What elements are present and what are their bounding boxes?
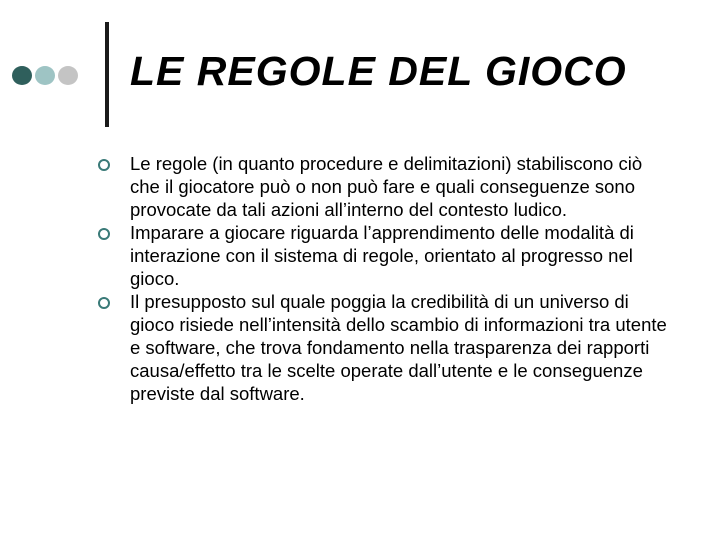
- decorative-dots: [12, 66, 78, 85]
- bullet-text: Il presupposto sul quale poggia la credibilità di un universo di gioco risiede nell’intensità dello scambio di informazioni tra utente e software, che trova fondamento nella trasparenza dei rapporti causa/effetto tra le scelte operate dall’utente e le conseguenze previste dal software.: [130, 291, 667, 404]
- slide-title: LE REGOLE DEL GIOCO: [130, 48, 627, 94]
- circle-dot-icon: [35, 66, 55, 85]
- hollow-circle-bullet-icon: [98, 159, 110, 171]
- circle-dot-icon: [12, 66, 32, 85]
- title-divider: [105, 22, 109, 127]
- bullet-text: Imparare a giocare riguarda l’apprendimento delle modalità di interazione con il sistema di regole, orientato al progresso nel gioco.: [130, 222, 634, 289]
- bullet-item: [96, 290, 676, 405]
- circle-dot-icon: [58, 66, 78, 85]
- hollow-circle-bullet-icon: [98, 228, 110, 240]
- bullet-item: [96, 152, 676, 221]
- bullet-text: Le regole (in quanto procedure e delimitazioni) stabiliscono ciò che il giocatore può o non può fare e quali conseguenze sono provocate da tali azioni all’interno del contesto ludico.: [130, 153, 643, 220]
- bullet-item: [96, 221, 676, 290]
- bullet-list: [96, 152, 676, 405]
- hollow-circle-bullet-icon: [98, 297, 110, 309]
